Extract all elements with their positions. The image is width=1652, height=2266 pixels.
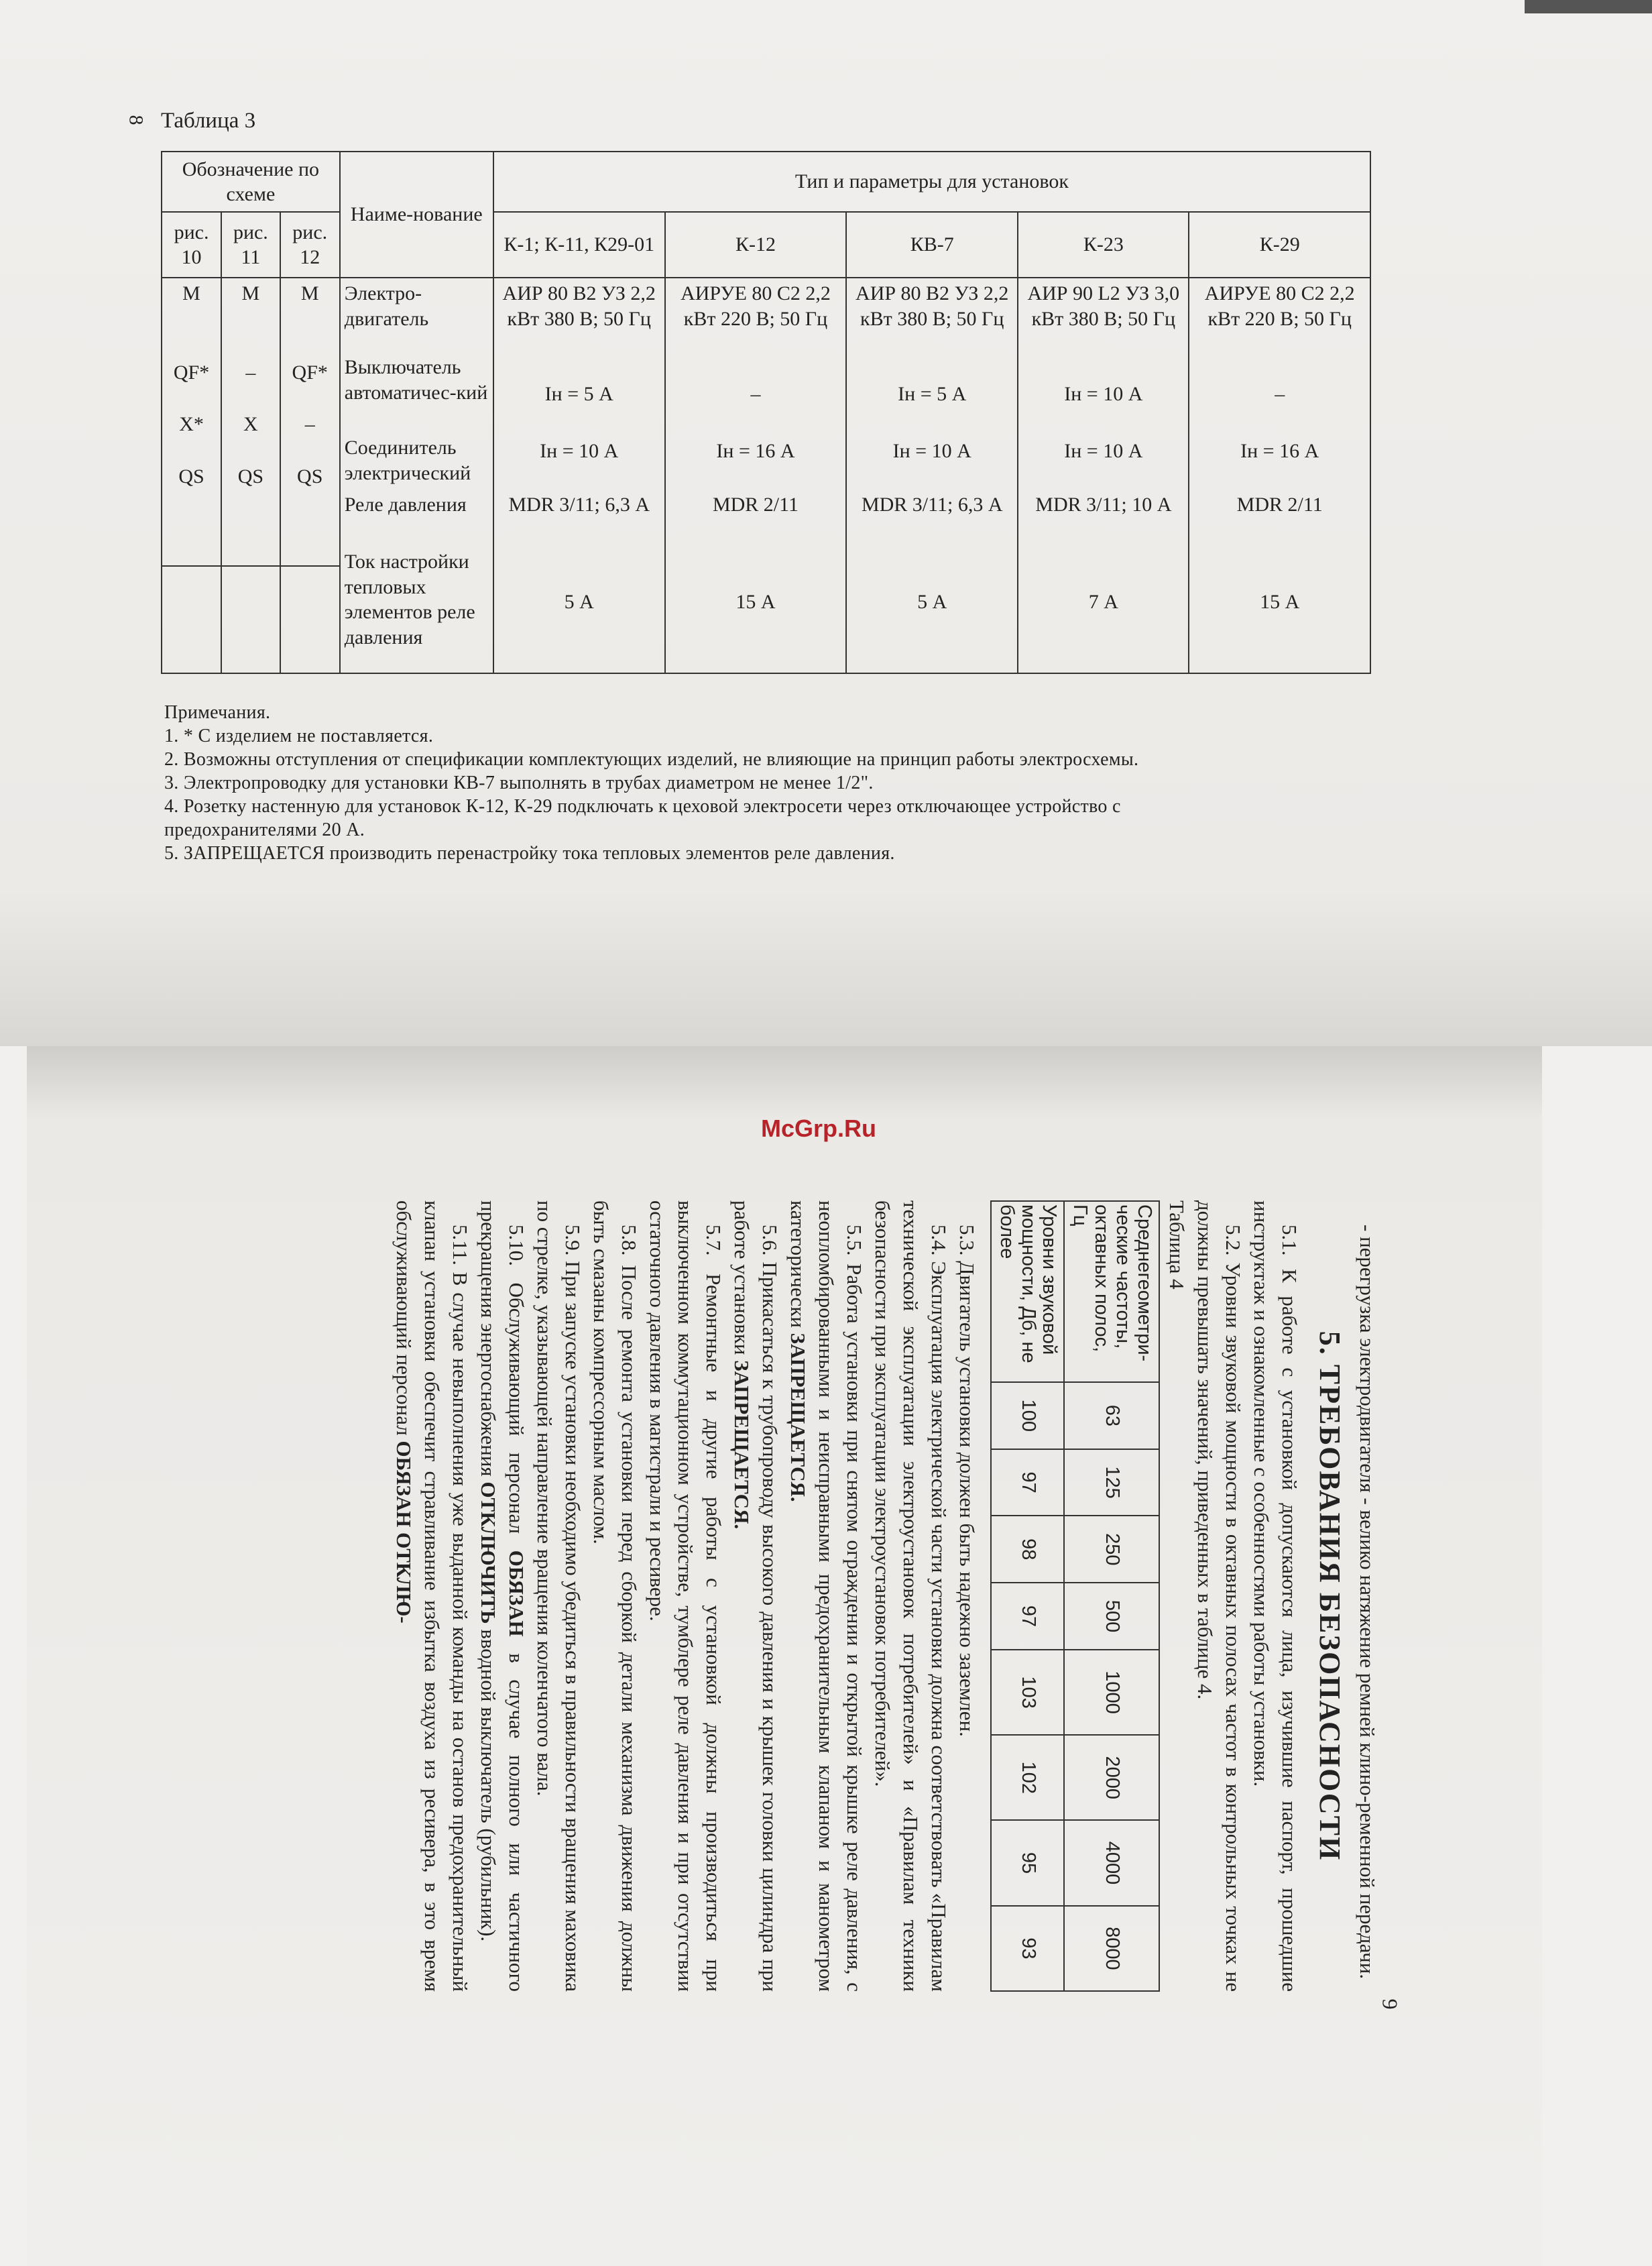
paragraph: 5.2. Уровни звуковой мощности в октавных полосах частот в контрольных точках не должны превышать значений, приведенных в таблице 4. [1193,1200,1245,1992]
watermark: McGrp.Ru [761,1115,877,1142]
cell: X* [179,413,204,435]
connector: Iн = 16 А [716,440,795,462]
header-model: К-12 [665,212,847,278]
section-title: 5. ТРЕБОВАНИЯ БЕЗОПАСНОСТИ [1313,1330,1346,1862]
empty-cell [280,566,340,673]
relay: MDR 3/11; 10 А [1035,494,1172,516]
freq-cell: 250 [1064,1516,1159,1583]
paragraph: 5.3. Двигатель установки должен быть надежно заземлен. [955,1225,979,1737]
notes-title: Примечания. [164,702,271,723]
note-line: 2. Возможны отступления от спецификации комплектующих изделий, не влияющие на принцип работы электросхемы. [164,749,1139,770]
cell: QS [178,465,204,488]
current: 5 А [564,591,594,613]
header-model: К-1; К-11, К29-01 [493,212,665,278]
cell: X [243,413,258,435]
model-column [1018,278,1189,673]
level-cell: 103 [991,1650,1065,1735]
level-cell: 97 [991,1449,1065,1516]
page-number: 8 [125,115,148,125]
cell: QF* [292,361,328,384]
relay: MDR 3/11; 6,3 А [861,494,1003,516]
level-cell: 98 [991,1516,1065,1583]
freq-cell: 2000 [1064,1735,1159,1820]
header-name: Наиме-нование [340,152,493,278]
row-name: Выключатель автоматичес-кий [344,356,488,404]
freq-cell: 4000 [1064,1820,1159,1905]
model-column [1189,278,1370,673]
text: 5.11. В случае невыполнения уже выданной команды на останов предохранительный клапан установки обеспечит стравливание избытка воздуха из ресивера, в это время обслуживающий персонал [392,1200,472,1992]
rotated-page-content [390,1200,1381,1992]
row-name: Соединитель электрический [344,437,471,484]
empty-cell [162,566,221,673]
emphasis: ОБЯЗАН ОТКЛЮ- [392,1440,416,1624]
row-label: Среднегеометри-ческие частоты, октавных полос, Гц [1064,1201,1159,1382]
cell: M [241,282,260,304]
fig12-column [280,278,340,566]
paragraph: 5.7. Ремонтные и другие работы с установкой должны производиться при выключенном коммутационном устройстве, тумблере реле давления и при отсутствии остаточного давления в магистрали и ресивере. [645,1200,725,1992]
motor: АИРУЕ 80 С2 2,2 кВт 220 В; 50 Гц [1204,282,1355,330]
header-model: К-23 [1018,212,1189,278]
freq-cell: 125 [1064,1449,1159,1516]
page-number: 9 [1378,1998,1403,2010]
header-designation: Обозначение по схеме [162,152,340,212]
emphasis: ОТКЛЮЧИТЬ [476,1481,500,1624]
cell: M [182,282,200,304]
breaker: – [1275,383,1285,405]
empty-cell [221,566,280,673]
note-line: 4. Розетку настенную для установок К-12, К-29 подключать к цеховой электросети через отключающее устройство с [164,796,1121,817]
level-cell: 97 [991,1583,1065,1650]
table-4 [990,1200,1160,1992]
cell: QS [297,465,323,488]
note-line: 5. ЗАПРЕЩАЕТСЯ производить перенастройку тока тепловых элементов реле давления. [164,843,895,864]
scan-edge [1525,0,1652,13]
paragraph: 5.4. Эксплуатация электрической части установки должна соответствовать «Правилам технической эксплуатации электроустановок потребителей» и «Правилам техники безопасности при эксплуатации электроустановок потребителей». [870,1200,951,1992]
note-line: 3. Электропроводку для установки КВ-7 выполнять в трубах диаметром не менее 1/2". [164,773,874,793]
emphasis: ЗАПРЕЩАЕТСЯ. [786,1333,810,1502]
paragraph [390,1200,474,1992]
connector: Iн = 10 А [892,440,971,462]
text: в случае полного или частичного прекращения энергоснабжения [476,1200,528,1992]
table-caption: Таблица 3 [161,109,256,133]
paragraph [474,1200,530,1992]
connector: Iн = 10 А [540,440,619,462]
fig11-column [221,278,280,566]
note-line: предохранителями 20 А. [164,819,365,840]
emphasis: ОБЯЗАН [504,1550,528,1637]
freq-cell: 500 [1064,1583,1159,1650]
freq-cell: 1000 [1064,1650,1159,1735]
text: 5.6. Прикасаться к трубопроводу высокого давления и крышек головки цилиндра при работе установки [729,1200,782,1992]
cell: – [304,413,315,435]
level-cell: 95 [991,1820,1065,1905]
header-fig: рис. 12 [280,212,340,278]
row-name: Ток настройки тепловых элементов реле давления [344,551,475,648]
cell: M [300,282,319,304]
motor: АИР 80 В2 УЗ 2,2 кВт 380 В; 50 Гц [502,282,656,330]
freq-cell: 8000 [1064,1906,1159,1991]
cell: – [245,361,256,384]
notes [164,701,1378,865]
text: 5.5. Работа установки при снятом ограждении и открытой крышке реле давления, с неопломбированными и неисправными предохранительным клапаном и манометром категорически [786,1200,866,1992]
emphasis: ЗАПРЕЩАЕТСЯ. [729,1360,754,1530]
current: 15 А [735,591,776,613]
header-model: К-29 [1189,212,1370,278]
freq-cell: 63 [1064,1382,1159,1449]
note-line: 1. * С изделием не поставляется. [164,726,434,746]
header-model: КВ-7 [846,212,1018,278]
names-column [340,278,493,673]
row-name: Электро-двигатель [344,282,429,330]
relay: MDR 2/11 [712,494,799,516]
current: 15 А [1260,591,1300,613]
header-fig: рис. 11 [221,212,280,278]
table-caption: Таблица 4 [1165,1200,1189,1290]
motor: АИР 90 L2 УЗ 3,0 кВт 380 В; 50 Гц [1027,282,1180,330]
table-3 [161,151,1371,674]
text: вводной выключатель (рубильник). [476,1624,500,1942]
relay: MDR 2/11 [1236,494,1323,516]
breaker: – [750,383,761,405]
breaker: Iн = 5 А [898,383,967,405]
header-fig: рис. 10 [162,212,221,278]
level-cell: 93 [991,1906,1065,1991]
connector: Iн = 16 А [1240,440,1319,462]
paragraph: 5.8. После ремонта установки перед сборкой детали механизма движения должны быть смазаны компрессорным маслом. [589,1200,641,1992]
motor: АИРУЕ 80 С2 2,2 кВт 220 В; 50 Гц [681,282,831,330]
level-cell: 102 [991,1735,1065,1820]
breaker: Iн = 5 А [544,383,613,405]
breaker: Iн = 10 А [1064,383,1143,405]
paragraph: 5.9. При запуске установки необходимо убедиться в правильности вращения маховика по стрелке, указывающей направление вращения коленчатого вала. [532,1200,585,1992]
header-types: Тип и параметры для установок [493,152,1370,212]
fig10-column [162,278,221,566]
paragraph: 5.1. К работе с установкой допускаются лица, изучившие паспорт, прошедшие инструктаж и ознакомленные с особенностями работы установки. [1250,1200,1301,1992]
model-column [665,278,847,673]
level-cell: 100 [991,1382,1065,1449]
cell: QF* [173,361,210,384]
current: 7 А [1088,591,1118,613]
row-label: Уровни звуковой мощности, Дб, не более [991,1201,1065,1382]
connector: Iн = 10 А [1064,440,1143,462]
relay: MDR 3/11; 6,3 А [508,494,650,516]
paragraph [727,1200,784,1992]
cell: QS [237,465,264,488]
row-name: Реле давления [344,494,467,516]
current: 5 А [917,591,947,613]
model-column [493,278,665,673]
motor: АИР 80 В2 УЗ 2,2 кВт 380 В; 50 Гц [856,282,1009,330]
model-column [846,278,1018,673]
paragraph [784,1200,868,1992]
text: 5.10. Обслуживающий персонал [504,1225,528,1550]
intro-line: - перегрузка электродвигателя - велико натяжение ремней клино-ременной передачи. [1356,1225,1379,1980]
